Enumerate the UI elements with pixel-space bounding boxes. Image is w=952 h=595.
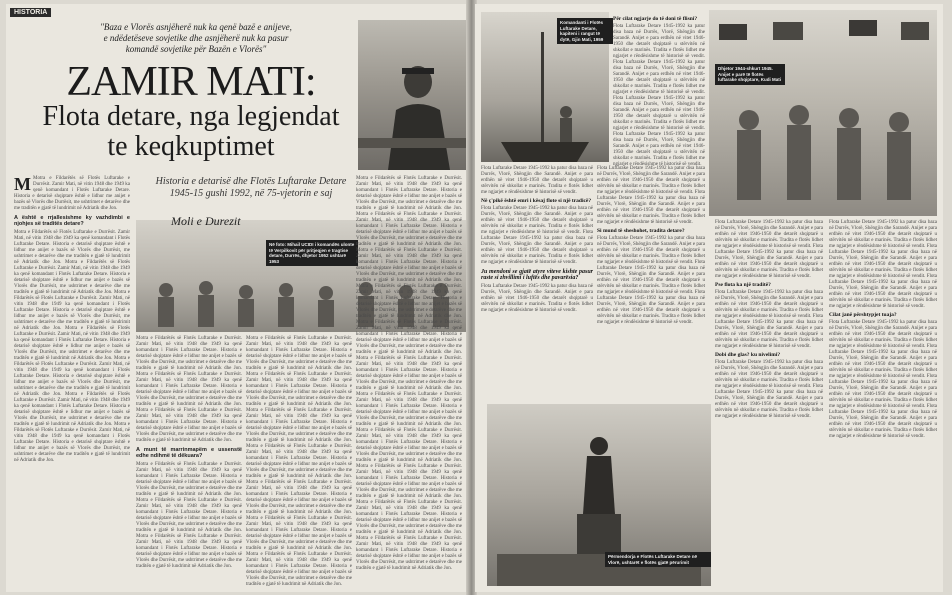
paragraph: Flota Luftarake Detare 1945-1992 ka patur disa baza në Durrës, Vlorë, Shëngjin dhe Sarandë. Anijet e para erdhën në vitet 1946-1950 dhe detarët shqiptarë u stërvitën në shkollat e marinës. Tradita e flotës lidhet me ngjarjet e rëndësishme të historisë së vendit. [829,344,938,379]
text-column-r5 [829,220,937,586]
paragraph: Motra e Fildarëtës së Flotës Luftarake e Durrësit. Zamir Mati, në vitin 1948 dhe 1949 ka qenë komandant i Flotës Luftarake Detare. Historia e detarisë shqiptare është e lidhur me anijet e bazës së Vlorës dhe Durrësit, me ushtrimet e detarëve dhe me traditën e gjatë të lundrimit në Adriatik dhe Jon. [14,176,130,211]
subhead: A munt të marrinmapëm e ussenstë edhe ndihmë të dëkuara? [136,447,242,459]
paragraph: Motra e Fildarëtës së Flotës Luftarake e Durrësit. Zamir Mati, në vitin 1948 dhe 1949 ka qenë komandant i Flotës Luftarake Detare. Historia e detarisë shqiptare është e lidhur me anijet e bazës së Vlorës dhe Durrësit, me ushtrimet e detarëve dhe me traditën e gjatë të lundrimit në Adriatik dhe Jon. [356,320,462,355]
text-column-r2 [597,166,705,398]
paragraph: Flota Luftarake Detare 1945-1992 ka patur disa baza në Durrës, Vlorë, Shëngjin dhe Sarandë. Anijet e para erdhën në vitet 1946-1950 dhe detarët shqiptarë u stërvitën në shkollat e marinës. Tradita e flotës lidhet me ngjarjet e rëndësishme të historisë së vendit. [715,360,823,389]
paragraph: Motra e Fildarëtës së Flotës Luftarake e Durrësit. Zamir Mati, në vitin 1948 dhe 1949 ka qenë komandant i Flotës Luftarake Detare. Historia e detarisë shqiptare është e lidhur me anijet e bazës së Vlorës dhe Durrësit, me ushtrimet e detarëve dhe me traditën e gjatë të lundrimit në Adriatik dhe Jon. [14,392,131,427]
text-column-r3 [613,14,705,167]
paragraph: Motra e Fildarëtës së Flotës Luftarake e Durrësit. Zamir Mati, në vitin 1948 dhe 1949 ka qenë komandant i Flotës Luftarake Detare. Historia e detarisë shqiptare është e lidhur me anijet e bazës së Vlorës dhe Durrësit, me ushtrimet e detarëve dhe me traditën e gjatë të lundrimit në Adriatik dhe Jon. [246,336,352,371]
paragraph: Flota Luftarake Detare 1945-1992 ka patur disa baza në Durrës, Vlorë, Shëngjin dhe Sarandë. Anijet e para erdhën në vitet 1946-1950 dhe detarët shqiptarë u stërvitën në shkollat e marinës. Tradita e flotës lidhet me ngjarjet e rëndësishme të historisë së vendit. [613,96,705,131]
paragraph: Motra e Fildarëtës së Flotës Luftarake e Durrësit. Zamir Mati, në vitin 1948 dhe 1949 ka qenë komandant i Flotës Luftarake Detare. Historia e detarisë shqiptare është e lidhur me anijet e bazës së Vlorës dhe Durrësit, me ushtrimet e detarëve dhe me traditën e gjatë të lundrimit në Adriatik dhe Jon. [14,230,130,265]
photo-caption-3: Përmendorja e Flotës Luftarake Detare në Vlorë, ushtarët e flotës gjatë përurimit [605,552,711,567]
right-page [475,4,943,592]
question: Në ç'pikë është emri i kësaj flote si një tradicë? [481,198,592,204]
paragraph: Flota Luftarake Detare 1945-1992 ka patur disa baza në Durrës, Vlorë, Shëngjin dhe Sarandë. Anijet e para erdhën në vitet 1946-1950 dhe detarët shqiptarë u stërvitën në shkollat e marinës. Tradita e flotës lidhet me ngjarjet e rëndësishme të historisë së vendit. [481,206,593,235]
subhead: A është e rrjallesishme ky vazhdimbi e njohjes së traditës detare? [14,215,130,227]
paragraph: Flota Luftarake Detare 1945-1992 ka patur disa baza në Durrës, Vlorë, Shëngjin dhe Sarandë. Anijet e para erdhën në vitet 1946-1950 dhe detarët shqiptarë u stërvitën në shkollat e marinës. Tradita e flotës lidhet me ngjarjet e rëndësishme të historisë së vendit. [829,374,938,409]
paragraph: Motra e Fildarëtës së Flotës Luftarake e Durrësit. Zamir Mati, në vitin 1948 dhe 1949 ka qenë komandant i Flotës Luftarake Detare. Historia e detarisë shqiptare është e lidhur me anijet e bazës së Vlorës dhe Durrësit, me ushtrimet e detarëve dhe me traditën e gjatë të lundrimit në Adriatik dhe Jon. [356,464,462,499]
paragraph: Motra e Fildarëtës së Flotës Luftarake e Durrësit. Zamir Mati, në vitin 1948 dhe 1949 ka qenë komandant i Flotës Luftarake Detare. Historia e detarisë shqiptare është e lidhur me anijet e bazës së Vlorës dhe Durrësit, me ushtrimet e detarëve dhe me traditën e gjatë të lundrimit në Adriatik dhe Jon. [14,260,131,295]
quote-line: e ndëdetëseve sovjetike dhe asnjëherë nuk ka pasur [103,33,289,43]
headline-line-3: te keqkuptimet [107,131,275,162]
paragraph: Flota Luftarake Detare 1945-1992 ka patur disa baza në Durrës, Vlorë, Shëngjin dhe Sarandë. Anijet e para erdhën në vitet 1946-1950 dhe detarët shqiptarë u stërvitën në shkollat e marinës. Tradita e flotës lidhet me ngjarjet e rëndësishme të historisë së vendit. [715,220,823,249]
question: Pse flota ka një traditë? [715,282,771,288]
paragraph: Motra e Fildarëtës së Flotës Luftarake e Durrësit. Zamir Mati, në vitin 1948 dhe 1949 ka qenë komandant i Flotës Luftarake Detare. Historia e detarisë shqiptare është e lidhur me anijet e bazës së Vlorës dhe Durrësit, me ushtrimet e detarëve dhe me traditën e gjatë të lundrimit në Adriatik dhe Jon. [246,480,352,515]
photo-caption-2: Dhjetor 1944-shkurt 1945. Anijet e parë të flotës luftarake shqiptare, Kudi Mati [715,64,785,85]
question: Cilat janë përshtypjet tuaja? [829,312,897,318]
text-column-r1 [481,166,593,398]
paragraph: Flota Luftarake Detare 1945-1992 ka patur disa baza në Durrës, Vlorë, Shëngjin dhe Sarandë. Anijet e para erdhën në vitet 1946-1950 dhe detarët shqiptarë u stërvitën në shkollat e marinës. Tradita e flotës lidhet me ngjarjet e rëndësishme të historisë së vendit. [597,260,706,295]
paragraph: Flota Luftarake Detare 1945-1992 ka patur disa baza në Durrës, Vlorë, Shëngjin dhe Sarandë. Anijet e para erdhën në vitet 1946-1950 dhe detarët shqiptarë u stërvitën në shkollat e marinës. Tradita e flotës lidhet me ngjarjet e rëndësishme të historisë së vendit. [829,220,937,249]
paragraph: Motra e Fildarëtës së Flotës Luftarake e Durrësit. Zamir Mati, në vitin 1948 dhe 1949 ka qenë komandant i Flotës Luftarake Detare. Historia e detarisë shqiptare është e lidhur me anijet e bazës së Vlorës dhe Durrësit, me ushtrimet e detarëve dhe me traditën e gjatë të lundrimit në Adriatik dhe Jon. [246,444,352,479]
paragraph: Motra e Fildarëtës së Flotës Luftarake e Durrësit. Zamir Mati, në vitin 1948 dhe 1949 ka qenë komandant i Flotës Luftarake Detare. Historia e detarisë shqiptare është e lidhur me anijet e bazës së Vlorës dhe Durrësit, me ushtrimet e detarëve dhe me traditën e gjatë të lundrimit në Adriatik dhe Jon. [246,552,352,587]
dropcap: M [14,174,31,194]
paragraph: Motra e Fildarëtës së Flotës Luftarake e Durrësit. Zamir Mati, në vitin 1948 dhe 1949 ka qenë komandant i Flotës Luftarake Detare. Historia e detarisë shqiptare është e lidhur me anijet e bazës së Vlorës dhe Durrësit, me ushtrimet e detarëve dhe me traditën e gjatë të lundrimit në Adriatik dhe Jon. [246,372,352,407]
paragraph: Flota Luftarake Detare 1945-1992 ka patur disa baza në Durrës, Vlorë, Shëngjin dhe Sarandë. Anijet e para erdhën në vitet 1946-1950 dhe detarët shqiptarë u stërvitën në shkollat e marinës. Tradita e flotës lidhet me ngjarjet e rëndësishme të historisë së vendit. [715,290,823,319]
left-page [6,4,468,592]
headline-line-2: Flota detare, nga legjendat [42,101,340,132]
question: Dobi dhe glas? ku nivelimi? [715,352,781,358]
paragraph: Motra e Fildarëtës së Flotës Luftarake e Durrësit. Zamir Mati, në vitin 1948 dhe 1949 ka qenë komandant i Flotës Luftarake Detare. Historia e detarisë shqiptare është e lidhur me anijet e bazës së Vlorës dhe Durrësit, me ushtrimet e detarëve dhe me traditën e gjatë të lundrimit në Adriatik dhe Jon. [356,176,462,211]
paragraph: Motra e Fildarëtës së Flotës Luftarake e Durrësit. Zamir Mati, në vitin 1948 dhe 1949 ka qenë komandant i Flotës Luftarake Detare. Historia e detarisë shqiptare është e lidhur me anijet e bazës së Vlorës dhe Durrësit, me ushtrimet e detarëve dhe me traditën e gjatë të lundrimit në Adriatik dhe Jon. [356,284,462,319]
paragraph: Motra e Fildarëtës së Flotës Luftarake e Durrësit. Zamir Mati, në vitin 1948 dhe 1949 ka qenë komandant i Flotës Luftarake Detare. Historia e detarisë shqiptare është e lidhur me anijet e bazës së Vlorës dhe Durrësit, me ushtrimet e detarëve dhe me traditën e gjatë të lundrimit në Adriatik dhe Jon. [356,536,462,571]
paragraph: Motra e Fildarëtës së Flotës Luftarake e Durrësit. Zamir Mati, në vitin 1948 dhe 1949 ka qenë komandant i Flotës Luftarake Detare. Historia e detarisë shqiptare është e lidhur me anijet e bazës së Vlorës dhe Durrësit, me ushtrimet e detarëve dhe me traditën e gjatë të lundrimit në Adriatik dhe Jon. [246,516,352,551]
paragraph: Motra e Fildarëtës së Flotës Luftarake e Durrësit. Zamir Mati, në vitin 1948 dhe 1949 ka qenë komandant i Flotës Luftarake Detare. Historia e detarisë shqiptare është e lidhur me anijet e bazës së Vlorës dhe Durrësit, me ushtrimet e detarëve dhe me traditën e gjatë të lundrimit në Adriatik dhe Jon. [14,326,131,361]
paragraph: Flota Luftarake Detare 1945-1992 ka patur disa baza në Durrës, Vlorë, Shëngjin dhe Sarandë. Anijet e para erdhën në vitet 1946-1950 dhe detarët shqiptarë u stërvitën në shkollat e marinës. Tradita e flotës lidhet me ngjarjet e rëndësishme të historisë së vendit. [481,284,593,313]
paragraph: Motra e Fildarëtës së Flotës Luftarake e Durrësit. Zamir Mati, në vitin 1948 dhe 1949 ka qenë komandant i Flotës Luftarake Detare. Historia e detarisë shqiptare është e lidhur me anijet e bazës së Vlorës dhe Durrësit, me ushtrimet e detarëve dhe me traditën e gjatë të lundrimit në Adriatik dhe Jon. [136,408,242,443]
text-column-r4 [715,220,823,586]
text-column-4 [356,176,462,588]
text-column-2 [136,336,242,588]
paragraph: Flota Luftarake Detare 1945-1992 ka patur disa baza në Durrës, Vlorë, Shëngjin dhe Sarandë. Anijet e para erdhën në vitet 1946-1950 dhe detarët shqiptarë u stërvitën në shkollat e marinës. Tradita e flotës lidhet me ngjarjet e rëndësishme të historisë së vendit. [829,320,937,349]
paragraph: Motra e Fildarëtës së Flotës Luftarake e Durrësit. Zamir Mati, në vitin 1948 dhe 1949 ka qenë komandant i Flotës Luftarake Detare. Historia e detarisë shqiptare është e lidhur me anijet e bazës së Vlorës dhe Durrësit, me ushtrimet e detarëve dhe me traditën e gjatë të lundrimit në Adriatik dhe Jon. [14,290,130,331]
paragraph: Motra e Fildarëtës së Flotës Luftarake e Durrësit. Zamir Mati, në vitin 1948 dhe 1949 ka qenë komandant i Flotës Luftarake Detare. Historia e detarisë shqiptare është e lidhur me anijet e bazës së Vlorës dhe Durrësit, me ushtrimet e detarëve dhe me traditën e gjatë të lundrimit në Adriatik dhe Jon. [136,336,242,371]
pull-quote-top [46,22,346,55]
paragraph: Flota Luftarake Detare 1945-1992 ka patur disa baza në Durrës, Vlorë, Shëngjin dhe Sarandë. Anijet e para erdhën në vitet 1946-1950 dhe detarët shqiptarë u stërvitën në shkollat e marinës. Tradita e flotës lidhet me ngjarjet e rëndësishme të historisë së vendit. [481,166,593,195]
paragraph: Flota Luftarake Detare 1945-1992 ka patur disa baza në Durrës, Vlorë, Shëngjin dhe Sarandë. Anijet e para erdhën në vitet 1946-1950 dhe detarët shqiptarë u stërvitën në shkollat e marinës. Tradita e flotës lidhet me ngjarjet e rëndësishme të historisë së vendit. [613,60,705,95]
signature-text: Moli e Durezit [171,214,241,228]
article-deck: Historia e detarisë dhe Flotës Luftarake Detare 1945-15 gushi 1992, në 75-vjetorin e saj [155,176,347,199]
paragraph: Motra e Fildarëtës së Flotës Luftarake e Durrësit. Zamir Mati, në vitin 1948 dhe 1949 ka qenë komandant i Flotës Luftarake Detare. Historia e detarisë shqiptare është e lidhur me anijet e bazës së Vlorës dhe Durrësit, me ushtrimet e detarëve dhe me traditën e gjatë të lundrimit në Adriatik dhe Jon. [356,212,462,247]
pull-quote: Ju mendoni se gjatë atyre viteve kishte pasur raste si zhvillimi i luftës dhe pavarësia? [481,269,593,281]
photo-sailor-portrait [358,20,466,170]
photo-caption: Në foto: Mihail UCIDI i komandës ulonte të Verpilkovit për pritjeqjen e tragtise detare, Durrës, dhjetor 1952 ushtarë 1953 [266,240,358,266]
paragraph: Flota Luftarake Detare 1945-1992 ka patur disa baza në Durrës, Vlorë, Shëngjin dhe Sarandë. Anijet e para erdhën në vitet 1946-1950 dhe detarët shqiptarë u stërvitën në shkollat e marinës. Tradita e flotës lidhet me ngjarjet e rëndësishme të historisë së vendit. [481,230,594,265]
paragraph: Motra e Fildarëtës së Flotës Luftarake e Durrësit. Zamir Mati, në vitin 1948 dhe 1949 ka qenë komandant i Flotës Luftarake Detare. Historia e detarisë shqiptare është e lidhur me anijet e bazës së Vlorës dhe Durrësit, me ushtrimet e detarëve dhe me traditën e gjatë të lundrimit në Adriatik dhe Jon. [14,356,130,397]
photo-officers [709,10,937,216]
paragraph: Motra e Fildarëtës së Flotës Luftarake e Durrësit. Zamir Mati, në vitin 1948 dhe 1949 ka qenë komandant i Flotës Luftarake Detare. Historia e detarisë shqiptare është e lidhur me anijet e bazës së Vlorës dhe Durrësit, me ushtrimet e detarëve dhe me traditën e gjatë të lundrimit në Adriatik dhe Jon. [14,422,130,463]
sailor-figure-icon [358,20,466,170]
photo-caption-1: Komandanti i Flotës Luftarake Detare, kapiteni i rangut të dytë, Gjin Mati, 1959 [557,18,613,44]
paragraph: Flota Luftarake Detare 1945-1992 ka patur disa baza në Durrës, Vlorë, Shëngjin dhe Sarandë. Anijet e para erdhën në vitet 1946-1950 dhe detarët shqiptarë u stërvitën në shkollat e marinës. Tradita e flotës lidhet me ngjarjet e rëndësishme të historisë së vendit. [829,404,938,439]
text-column-1 [14,176,130,586]
question: Për cilat ngjarje do të doni të flisni? [613,16,698,22]
paragraph: Flota Luftarake Detare 1945-1992 ka patur disa baza në Durrës, Vlorë, Shëngjin dhe Sarandë. Anijet e para erdhën në vitet 1946-1950 dhe detarët shqiptarë u stërvitën në shkollat e marinës. Tradita e flotës lidhet me ngjarjet e rëndësishme të historisë së vendit. [829,274,938,309]
quote-line: komandë sovjetike për Bazën e Vlorës" [125,44,267,54]
paragraph: Motra e Fildarëtës së Flotës Luftarake e Durrësit. Zamir Mati, në vitin 1948 dhe 1949 ka qenë komandant i Flotës Luftarake Detare. Historia e detarisë shqiptare është e lidhur me anijet e bazës së Vlorës dhe Durrësit, me ushtrimet e detarëve dhe me traditën e gjatë të lundrimit në Adriatik dhe Jon. [246,408,352,443]
paragraph: Flota Luftarake Detare 1945-1992 ka patur disa baza në Durrës, Vlorë, Shëngjin dhe Sarandë. Anijet e para erdhën në vitet 1946-1950 dhe detarët shqiptarë u stërvitën në shkollat e marinës. Tradita e flotës lidhet me ngjarjet e rëndësishme të historisë së vendit. [613,132,705,167]
paragraph: Motra e Fildarëtës së Flotës Luftarake e Durrësit. Zamir Mati, në vitin 1948 dhe 1949 ka qenë komandant i Flotës Luftarake Detare. Historia e detarisë shqiptare është e lidhur me anijet e bazës së Vlorës dhe Durrësit, me ushtrimet e detarëve dhe me traditën e gjatë të lundrimit në Adriatik dhe Jon. [136,462,242,497]
paragraph: Flota Luftarake Detare 1945-1992 ka patur disa baza në Durrës, Vlorë, Shëngjin dhe Sarandë. Anijet e para erdhën në vitet 1946-1950 dhe detarët shqiptarë u stërvitën në shkollat e marinës. Tradita e flotës lidhet me ngjarjet e rëndësishme të historisë së vendit. [715,244,824,279]
paragraph: Flota Luftarake Detare 1945-1992 ka patur disa baza në Durrës, Vlorë, Shëngjin dhe Sarandë. Anijet e para erdhën në vitet 1946-1950 dhe detarët shqiptarë u stërvitën në shkollat e marinës. Tradita e flotës lidhet me ngjarjet e rëndësishme të historisë së vendit. [613,24,705,59]
paragraph: Motra e Fildarëtës së Flotës Luftarake e Durrësit. Zamir Mati, në vitin 1948 dhe 1949 ka qenë komandant i Flotës Luftarake Detare. Historia e detarisë shqiptare është e lidhur me anijet e bazës së Vlorës dhe Durrësit, me ushtrimet e detarëve dhe me traditën e gjatë të lundrimit në Adriatik dhe Jon. [136,498,242,533]
paragraph: Motra e Fildarëtës së Flotës Luftarake e Durrësit. Zamir Mati, në vitin 1948 dhe 1949 ka qenë komandant i Flotës Luftarake Detare. Historia e detarisë shqiptare është e lidhur me anijet e bazës së Vlorës dhe Durrësit, me ushtrimet e detarëve dhe me traditën e gjatë të lundrimit në Adriatik dhe Jon. [356,356,462,391]
paragraph: Motra e Fildarëtës së Flotës Luftarake e Durrësit. Zamir Mati, në vitin 1948 dhe 1949 ka qenë komandant i Flotës Luftarake Detare. Historia e detarisë shqiptare është e lidhur me anijet e bazës së Vlorës dhe Durrësit, me ushtrimet e detarëve dhe me traditën e gjatë të lundrimit në Adriatik dhe Jon. [136,534,242,569]
paragraph: Flota Luftarake Detare 1945-1992 ka patur disa baza në Durrës, Vlorë, Shëngjin dhe Sarandë. Anijet e para erdhën në vitet 1946-1950 dhe detarët shqiptarë u stërvitën në shkollat e marinës. Tradita e flotës lidhet me ngjarjet e rëndësishme të historisë së vendit. [597,190,706,225]
paragraph: Flota Luftarake Detare 1945-1992 ka patur disa baza në Durrës, Vlorë, Shëngjin dhe Sarandë. Anijet e para erdhën në vitet 1946-1950 dhe detarët shqiptarë u stërvitën në shkollat e marinës. Tradita e flotës lidhet me ngjarjet e rëndësishme të historisë së vendit. [715,384,824,419]
question: Si mund të sheshohet, tradita detare? [597,228,685,234]
paragraph: Flota Luftarake Detare 1945-1992 ka patur disa baza në Durrës, Vlorë, Shëngjin dhe Sarandë. Anijet e para erdhën në vitet 1946-1950 dhe detarët shqiptarë u stërvitën në shkollat e marinës. Tradita e flotës lidhet me ngjarjet e rëndësishme të historisë së vendit. [597,236,705,265]
paragraph: Flota Luftarake Detare 1945-1992 ka patur disa baza në Durrës, Vlorë, Shëngjin dhe Sarandë. Anijet e para erdhën në vitet 1946-1950 dhe detarët shqiptarë u stërvitën në shkollat e marinës. Tradita e flotës lidhet me ngjarjet e rëndësishme të historisë së vendit. [715,314,824,349]
paragraph: Motra e Fildarëtës së Flotës Luftarake e Durrësit. Zamir Mati, në vitin 1948 dhe 1949 ka qenë komandant i Flotës Luftarake Detare. Historia e detarisë shqiptare është e lidhur me anijet e bazës së Vlorës dhe Durrësit, me ushtrimet e detarëve dhe me traditën e gjatë të lundrimit në Adriatik dhe Jon. [356,392,462,427]
headline-line-1: ZAMIR MATI: [66,59,316,105]
paragraph: Flota Luftarake Detare 1945-1992 ka patur disa baza në Durrës, Vlorë, Shëngjin dhe Sarandë. Anijet e para erdhën në vitet 1946-1950 dhe detarët shqiptarë u stërvitën në shkollat e marinës. Tradita e flotës lidhet me ngjarjet e rëndësishme të historisë së vendit. [597,290,706,325]
quote-line: "Baza e Vlorës asnjëherë nuk ka qenë bazë e anijeve, [100,22,292,32]
paragraph: Flota Luftarake Detare 1945-1992 ka patur disa baza në Durrës, Vlorë, Shëngjin dhe Sarandë. Anijet e para erdhën në vitet 1946-1950 dhe detarët shqiptarë u stërvitën në shkollat e marinës. Tradita e flotës lidhet me ngjarjet e rëndësishme të historisë së vendit. [829,244,938,279]
paragraph: Motra e Fildarëtës së Flotës Luftarake e Durrësit. Zamir Mati, në vitin 1948 dhe 1949 ka qenë komandant i Flotës Luftarake Detare. Historia e detarisë shqiptare është e lidhur me anijet e bazës së Vlorës dhe Durrësit, me ushtrimet e detarëve dhe me traditën e gjatë të lundrimit në Adriatik dhe Jon. [136,372,242,407]
paragraph: Motra e Fildarëtës së Flotës Luftarake e Durrësit. Zamir Mati, në vitin 1948 dhe 1949 ka qenë komandant i Flotës Luftarake Detare. Historia e detarisë shqiptare është e lidhur me anijet e bazës së Vlorës dhe Durrësit, me ushtrimet e detarëve dhe me traditën e gjatë të lundrimit në Adriatik dhe Jon. [356,248,462,283]
paragraph: Flota Luftarake Detare 1945-1992 ka patur disa baza në Durrës, Vlorë, Shëngjin dhe Sarandë. Anijet e para erdhën në vitet 1946-1950 dhe detarët shqiptarë u stërvitën në shkollat e marinës. Tradita e flotës lidhet me ngjarjet e rëndësishme të historisë së vendit. [597,166,705,195]
officers-figures-icon [709,10,937,216]
text-column-3 [246,336,352,588]
headline [26,59,356,162]
section-tag: HISTORIA [10,8,51,17]
paragraph: Motra e Fildarëtës së Flotës Luftarake e Durrësit. Zamir Mati, në vitin 1948 dhe 1949 ka qenë komandant i Flotës Luftarake Detare. Historia e detarisë shqiptare është e lidhur me anijet e bazës së Vlorës dhe Durrësit, me ushtrimet e detarëve dhe me traditën e gjatë të lundrimit në Adriatik dhe Jon. [356,428,462,463]
paragraph: Motra e Fildarëtës së Flotës Luftarake e Durrësit. Zamir Mati, në vitin 1948 dhe 1949 ka qenë komandant i Flotës Luftarake Detare. Historia e detarisë shqiptare është e lidhur me anijet e bazës së Vlorës dhe Durrësit, me ushtrimet e detarëve dhe me traditën e gjatë të lundrimit në Adriatik dhe Jon. [356,500,462,535]
